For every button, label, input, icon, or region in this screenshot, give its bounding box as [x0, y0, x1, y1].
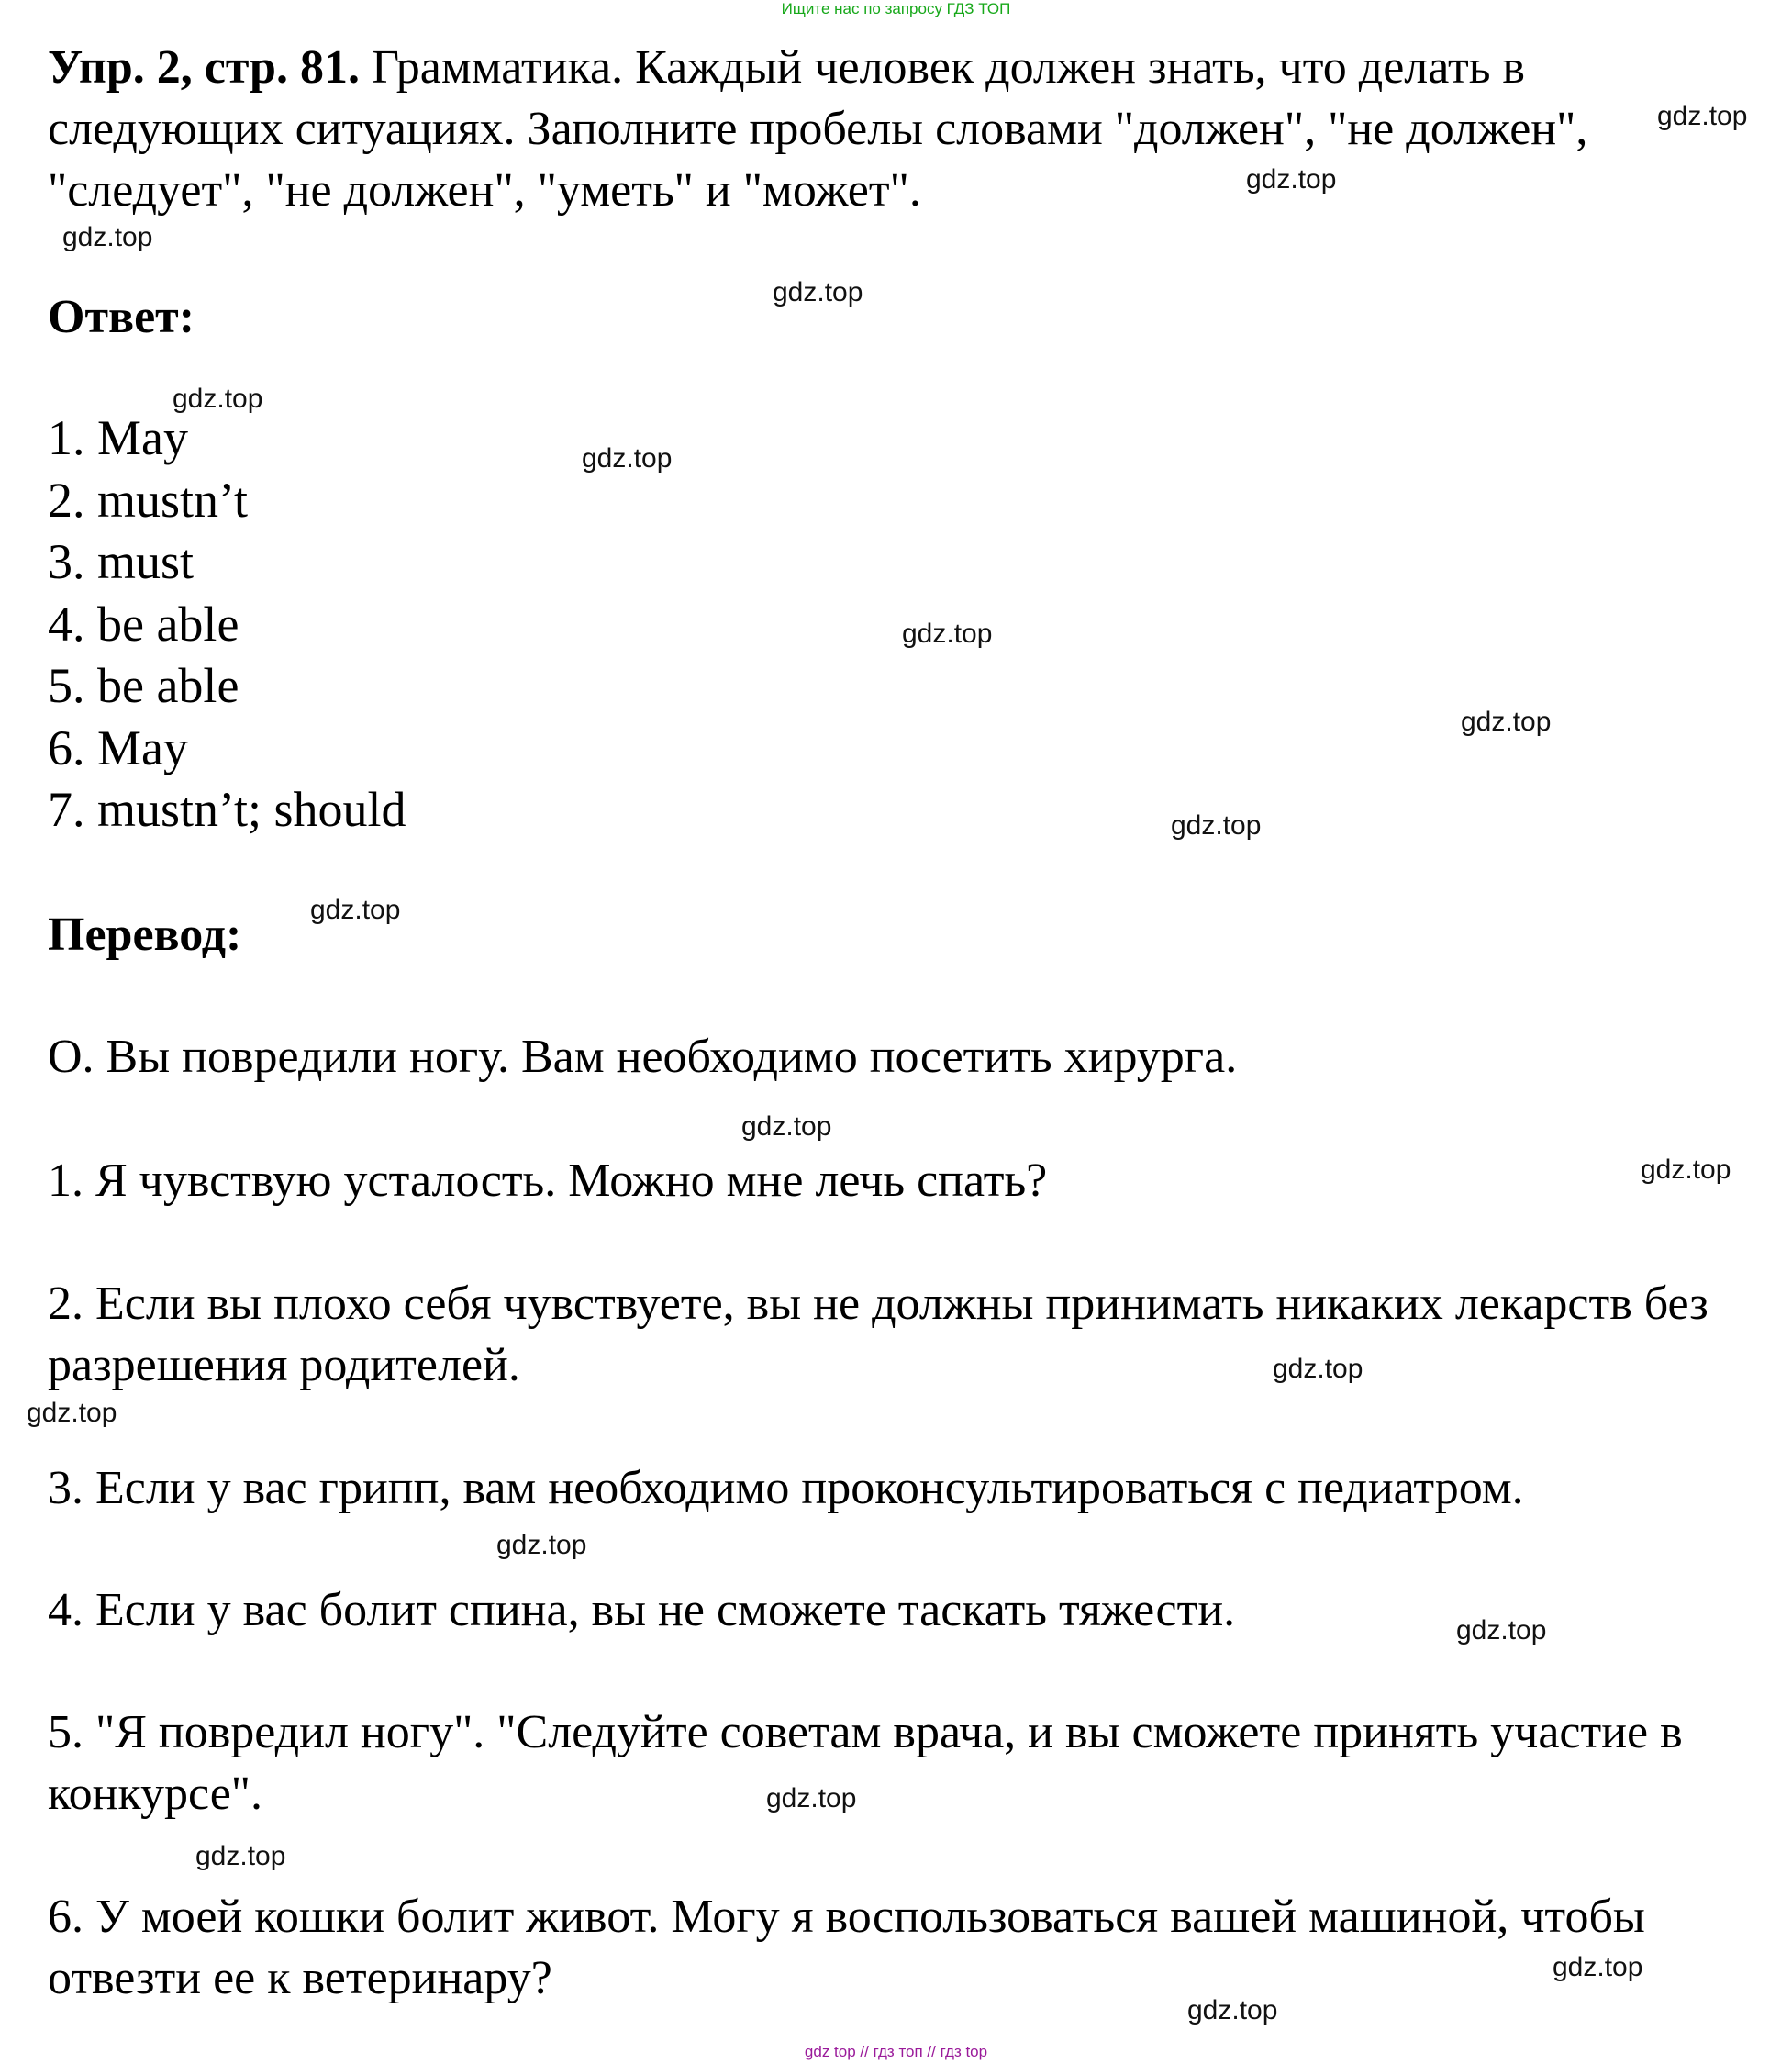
watermark: gdz.top — [582, 443, 673, 474]
translation-item-5: 5. "Я повредил ногу". "Следуйте советам врача, и вы сможете принять участие в конкурсе". — [48, 1706, 1683, 1820]
answer-item: 4. be able — [48, 596, 239, 652]
task-text: Грамматика. Каждый человек должен знать, что делать в следующих ситуациях. Заполните пробелы словами "должен", "не должен", "следует", "не должен", "уметь" и "может". — [48, 41, 1588, 217]
watermark: gdz.top — [1641, 1155, 1731, 1185]
watermark: gdz.top — [902, 619, 993, 649]
watermark: gdz.top — [741, 1111, 832, 1142]
watermark: gdz.top — [1657, 101, 1748, 131]
watermark: gdz.top — [1187, 1995, 1278, 2025]
translation-item-3: 3. Если у вас грипп, вам необходимо проконсультироваться с педиатром. — [48, 1462, 1524, 1514]
watermark: gdz.top — [27, 1398, 117, 1428]
watermark: gdz.top — [1461, 707, 1552, 737]
task-number: Упр. 2, стр. 81. — [48, 41, 360, 94]
watermark: gdz.top — [1273, 1354, 1363, 1384]
answer-item: 7. mustn’t; should — [48, 782, 406, 837]
task-statement — [48, 37, 1754, 221]
watermark: gdz.top — [1456, 1615, 1547, 1646]
watermark: gdz.top — [496, 1530, 587, 1560]
watermark: gdz.top — [1246, 164, 1337, 195]
watermark: gdz.top — [1553, 1952, 1643, 1982]
translation-item-2: 2. Если вы плохо себя чувствуете, вы не должны принимать никаких лекарств без разрешения родителей. — [48, 1277, 1709, 1391]
answer-list — [48, 407, 406, 842]
answer-heading: Ответ: — [48, 291, 195, 343]
translation-item-6: 6. У моей кошки болит живот. Могу я воспользоваться вашей машиной, чтобы отвезти ее к ветеринару? — [48, 1891, 1645, 2004]
watermark: gdz.top — [310, 895, 401, 925]
answer-item: 1. May — [48, 410, 188, 465]
answer-item: 6. May — [48, 720, 188, 775]
watermark: gdz.top — [62, 222, 153, 252]
watermark: gdz.top — [766, 1783, 857, 1813]
bottom-banner: gdz top // гдз топ // гдз top — [804, 2043, 988, 2060]
watermark: gdz.top — [173, 384, 263, 414]
watermark: gdz.top — [1171, 810, 1262, 841]
top-banner: Ищите нас по запросу ГДЗ ТОП — [781, 0, 1011, 17]
answer-item: 2. mustn’t — [48, 472, 249, 528]
translation-item-1: 1. Я чувствую усталость. Можно мне лечь спать? — [48, 1155, 1048, 1207]
watermark: gdz.top — [773, 277, 863, 307]
translation-item-o: О. Вы повредили ногу. Вам необходимо посетить хирурга. — [48, 1031, 1238, 1083]
watermark: gdz.top — [195, 1841, 286, 1871]
translation-heading: Перевод: — [48, 909, 242, 961]
answer-item: 3. must — [48, 534, 195, 589]
translation-item-4: 4. Если у вас болит спина, вы не сможете таскать тяжести. — [48, 1584, 1236, 1636]
answer-item: 5. be able — [48, 658, 239, 713]
